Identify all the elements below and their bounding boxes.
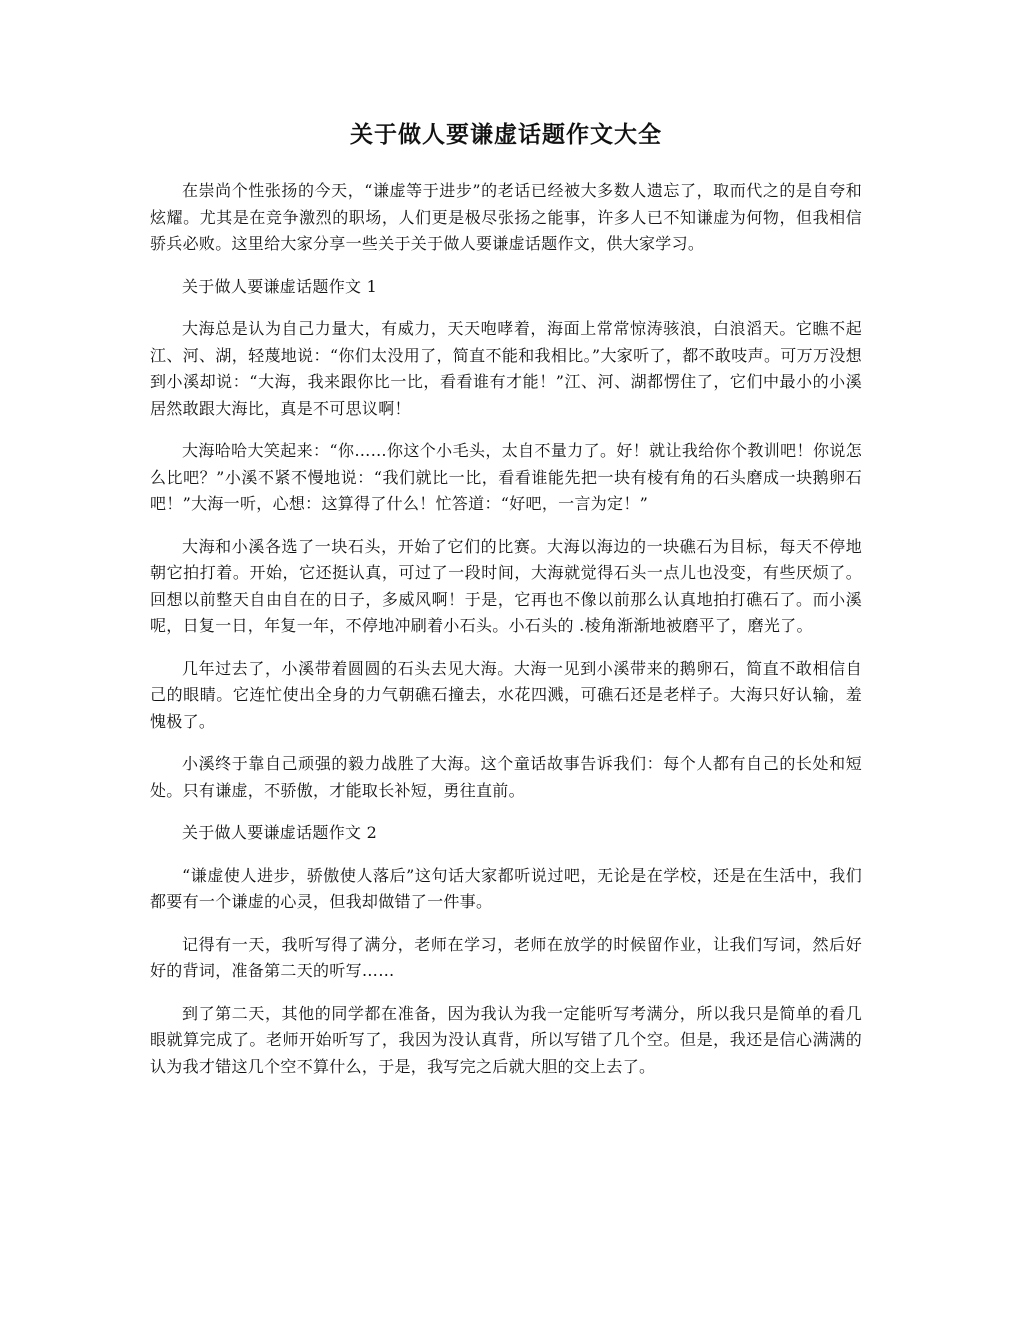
essay-2-paragraph: 记得有一天，我听写得了满分，老师在学习，老师在放学的时候留作业，让我们写词，然后好好的背词，准备第二天的听写…… bbox=[150, 934, 862, 980]
essay-2-paragraph: “谦虚使人进步，骄傲使人落后”这句话大家都听说过吧，无论是在学校，还是在生活中，我们都要有一个谦虚的心灵，但我却做错了一件事。 bbox=[150, 865, 862, 911]
essay-1-paragraph: 大海哈哈大笑起来：“你……你这个小毛头，太自不量力了。好！就让我给你个教训吧！你说怎么比吧？”小溪不紧不慢地说：“我们就比一比，看看谁能先把一块有棱有角的石头磨成一块鹅卵石吧！”大海一听，心想：这算得了什么！忙答道：“好吧，一言为定！” bbox=[150, 441, 862, 513]
essay-1-paragraph: 几年过去了，小溪带着圆圆的石头去见大海。大海一见到小溪带来的鹅卵石，简直不敢相信自己的眼睛。它连忙使出全身的力气朝礁石撞去，水花四溅，可礁石还是老样子。大海只好认输，羞愧极了。 bbox=[150, 658, 862, 731]
document-page bbox=[150, 118, 862, 1096]
essay-1-paragraph: 小溪终于靠自己顽强的毅力战胜了大海。这个童话故事告诉我们：每个人都有自己的长处和短处。只有谦虚，不骄傲，才能取长补短，勇往直前。 bbox=[150, 754, 862, 800]
intro-paragraph: 在崇尚个性张扬的今天，“谦虚等于进步”的老话已经被大多数人遗忘了，取而代之的是自夸和炫耀。尤其是在竞争激烈的职场，人们更是极尽张扬之能事，许多人已不知谦虚为何物，但我相信骄兵必败。这里给大家分享一些关于关于做人要谦虚话题作文，供大家学习。 bbox=[150, 181, 862, 253]
essay-1-paragraph: 大海总是认为自己力量大，有威力，天天咆哮着，海面上常常惊涛骇浪，白浪滔天。它瞧不起江、河、湖，轻蔑地说：“你们太没用了，简直不能和我相比。”大家听了，都不敢吱声。可万万没想到小溪却说：“大海，我来跟你比一比，看看谁有才能！”江、河、湖都愣住了，它们中最小的小溪居然敢跟大海比，真是不可思议啊！ bbox=[150, 319, 862, 418]
essay-1-heading: 关于做人要谦虚话题作文 1 bbox=[182, 276, 378, 296]
essay-2-heading: 关于做人要谦虚话题作文 2 bbox=[182, 823, 378, 842]
essay-2-paragraph: 到了第二天，其他的同学都在准备，因为我认为我一定能听写考满分，所以我只是简单的看几眼就算完成了。老师开始听写了，我因为没认真背，所以写错了几个空。但是，我还是信心满满的认为我才错这几个空不算什么，于是，我写完之后就大胆的交上去了。 bbox=[150, 1003, 862, 1076]
essay-1-paragraph: 大海和小溪各选了一块石头，开始了它们的比赛。大海以海边的一块礁石为目标，每天不停地朝它拍打着。开始，它还挺认真，可过了一段时间，大海就觉得石头一点儿也没变，有些厌烦了。回想以前整天自由自在的日子，多威风啊！于是，它再也不像以前那么认真地拍打礁石了。而小溪呢，日复一日，年复一年，不停地冲刷着小石头。小石头的 .棱角渐渐地被磨平了，磨光了。 bbox=[150, 536, 862, 635]
document-title: 关于做人要谦虚话题作文大全 bbox=[350, 122, 662, 148]
